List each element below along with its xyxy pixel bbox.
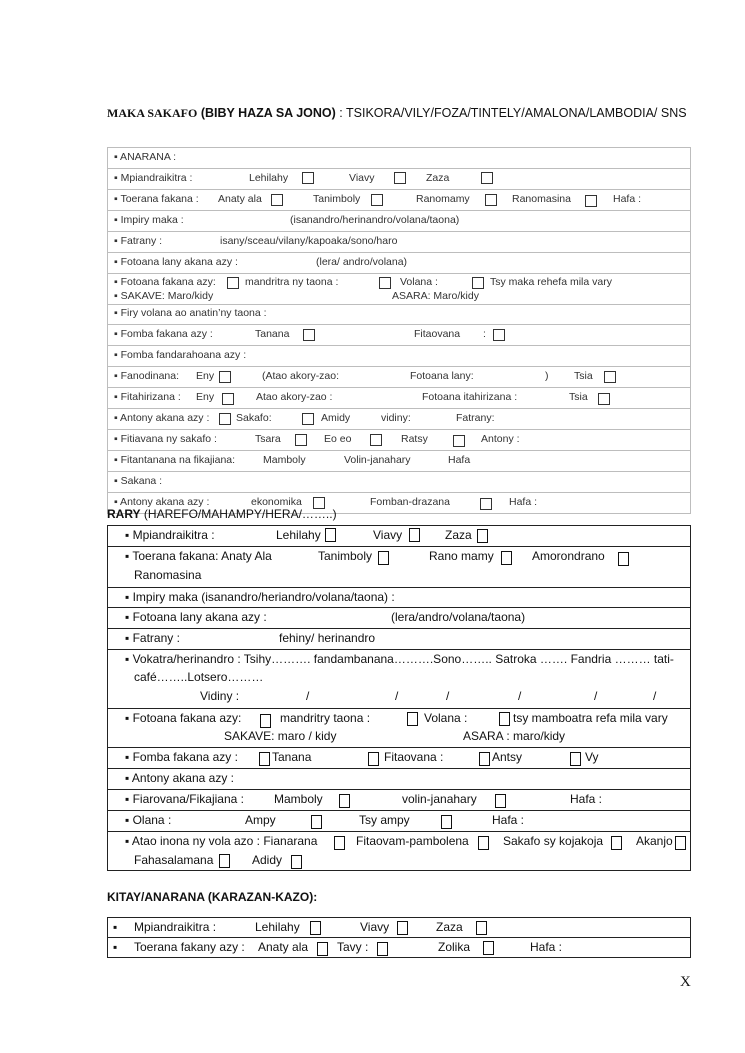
checkbox[interactable]: [339, 794, 350, 808]
table-row: ▪ Fotoana fakana azy: mandritry taona : Volana : tsy mamboatra refa mila vary SAKAVE: maro / kidy ASARA : maro/kidy: [125, 711, 668, 743]
table-row: ▪ Impiry maka : (isanandro/herinandro/volana/taona): [114, 214, 460, 226]
checkbox[interactable]: [501, 551, 512, 565]
checkbox[interactable]: [311, 815, 322, 829]
table-row: ▪ Fiarovana/Fikajiana : Mamboly volin-janahary Hafa :: [125, 792, 603, 806]
checkbox[interactable]: [370, 434, 382, 446]
page-title: MAKA SAKAFO (BIBY HAZA SA JONO) : TSIKORA/VILY/FOZA/TINTELY/AMALONA/LAMBODIA/ SNS: [107, 106, 687, 120]
table-row: ▪ Vokatra/herinandro : Tsihy………. fandambanana……….Sono…….. Satroka ……. Fandria ……… tati- café……..Lotsero……… Vidiny : / / / / / /: [125, 652, 674, 703]
checkbox[interactable]: [585, 195, 597, 207]
table-row: ▪ Fomba fandarahoana azy :: [114, 349, 247, 361]
page-mark: X: [680, 974, 691, 990]
table-row: ▪ Mpiandraikitra : Lehilahy Viavy Zaza: [108, 526, 690, 546]
checkbox[interactable]: [302, 413, 314, 425]
table-row: ▪ Antony akana azy : ekonomika Fomban-drazana Hafa :: [114, 496, 538, 508]
checkbox[interactable]: [618, 552, 629, 566]
table-row: ▪ Fatrany : fehiny/ herinandro: [125, 631, 376, 645]
checkbox[interactable]: [394, 172, 406, 184]
checkbox[interactable]: [325, 528, 336, 542]
checkbox[interactable]: [598, 393, 610, 405]
table-row: ▪ Mpiandraikitra : Lehilahy Viavy Zaza: [108, 169, 690, 189]
checkbox[interactable]: [371, 194, 383, 206]
checkbox[interactable]: [377, 942, 388, 956]
checkbox[interactable]: [493, 329, 505, 341]
checkbox[interactable]: [222, 393, 234, 405]
checkbox[interactable]: [302, 172, 314, 184]
checkbox[interactable]: [483, 941, 494, 955]
table-row: ▪ Antony akana azy : Sakafo: Amidy vidiny: Fatrany:: [114, 412, 495, 424]
table-row: ▪ Mpiandraikitra : Lehilahy Viavy Zaza: [108, 918, 690, 937]
table-row: ▪ Fitiavana ny sakafo : Tsara Eo eo Ratsy Antony :: [114, 433, 520, 445]
checkbox[interactable]: [611, 836, 622, 850]
checkbox[interactable]: [478, 836, 489, 850]
checkbox[interactable]: [368, 752, 379, 766]
kitay-table: [107, 917, 691, 958]
checkbox[interactable]: [407, 712, 418, 726]
checkbox[interactable]: [499, 712, 510, 726]
checkbox[interactable]: [310, 921, 321, 935]
checkbox[interactable]: [219, 854, 230, 868]
section-title-kitay: KITAY/ANARANA (KARAZAN-KAZO):: [107, 890, 318, 904]
checkbox[interactable]: [481, 172, 493, 184]
checkbox[interactable]: [472, 277, 484, 289]
checkbox[interactable]: [477, 529, 488, 543]
checkbox[interactable]: [219, 371, 231, 383]
checkbox[interactable]: [260, 714, 271, 728]
checkbox[interactable]: [295, 434, 307, 446]
table-row: ▪ Fanodinana: Eny (Atao akory-zao: Fotoana lany: ) Tsia: [108, 367, 690, 387]
checkbox[interactable]: [259, 752, 270, 766]
table-row: ▪ Fotoana lany akana azy : (lera/ andro/volana): [114, 256, 408, 268]
checkbox[interactable]: [291, 855, 302, 869]
checkbox[interactable]: [379, 277, 391, 289]
table-row: ▪ Firy volana ao anatin’ny taona :: [114, 307, 267, 319]
checkbox[interactable]: [219, 413, 231, 425]
maka-sakafo-table: [107, 147, 691, 514]
table-row: ▪ Toerana fakany azy : Anaty ala Tavy : Zolika Hafa :: [113, 940, 563, 954]
checkbox[interactable]: [495, 794, 506, 808]
rary-table: [107, 525, 691, 871]
table-row: ▪ Olana : Ampy Tsy ampy Hafa :: [125, 813, 525, 827]
checkbox[interactable]: [480, 498, 492, 510]
checkbox[interactable]: [453, 435, 465, 447]
table-row: ▪ Fatrany : isany/sceau/vilany/kapoaka/sono/haro: [114, 235, 398, 247]
checkbox[interactable]: [334, 836, 345, 850]
checkbox[interactable]: [570, 752, 581, 766]
checkbox[interactable]: [397, 921, 408, 935]
table-row: ▪ Sakana :: [114, 475, 163, 487]
checkbox[interactable]: [409, 528, 420, 542]
table-row: ▪ Fomba fakana azy : Tanana Fitaovana :: [108, 325, 690, 345]
table-row: ▪ Fomba fakana azy : Tanana Fitaovana : Antsy Vy: [125, 750, 599, 764]
table-row: ▪ Fotoana fakana azy: mandritra ny taona : Volana : Tsy maka rehefa mila vary ▪ SAKAVE: Maro/kidy ASARA: Maro/kidy: [114, 276, 612, 302]
table-row: ▪ Toerana fakana : Anaty ala Tanimboly Ranomamy Ranomasina Hafa :: [114, 193, 642, 205]
checkbox[interactable]: [479, 752, 490, 766]
checkbox[interactable]: [604, 371, 616, 383]
table-row: ▪ Fotoana lany akana azy : (lera/andro/volana/taona): [125, 610, 526, 624]
checkbox[interactable]: [303, 329, 315, 341]
checkbox[interactable]: [675, 836, 686, 850]
checkbox[interactable]: [485, 194, 497, 206]
table-row: ▪ Toerana fakana: Anaty Ala Tanimboly Rano mamy Amorondrano Ranomasina: [108, 547, 690, 587]
table-row: ▪ ANARANA :: [114, 151, 177, 163]
table-row: ▪ Impiry maka (isanandro/heriandro/volana/taona) :: [125, 590, 395, 604]
table-row: ▪ Atao inona ny vola azo : Fianarana Fitaovam-pambolena Sakafo sy kojakoja Akanjo Fahasalamana Adidy: [108, 832, 690, 870]
checkbox[interactable]: [227, 277, 239, 289]
table-row: ▪ Fitantanana na fikajiana: Mamboly Volin-janahary Hafa: [114, 454, 471, 466]
checkbox[interactable]: [441, 815, 452, 829]
checkbox[interactable]: [378, 551, 389, 565]
table-row: ▪ Fitahirizana : Eny Atao akory-zao : Fotoana itahirizana : Tsia: [108, 388, 690, 408]
checkbox[interactable]: [271, 194, 283, 206]
checkbox[interactable]: [476, 921, 487, 935]
table-row: ▪ Antony akana azy :: [125, 771, 234, 785]
section-title-rary: RARY (HAREFO/MAHAMPY/HERA/……..): [107, 507, 337, 521]
checkbox[interactable]: [317, 942, 328, 956]
